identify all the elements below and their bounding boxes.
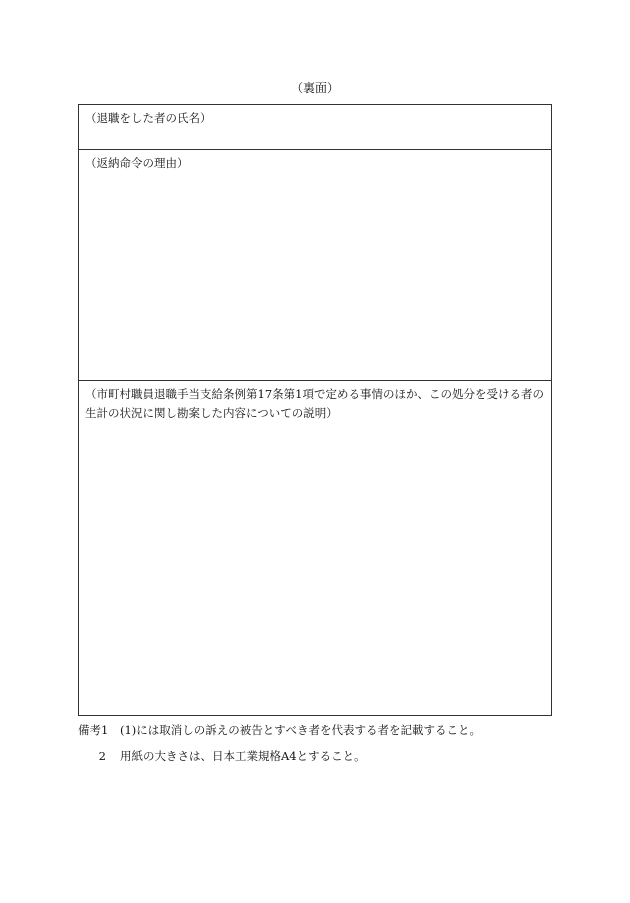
considerations-cell[interactable]	[79, 381, 551, 715]
form-table	[78, 104, 552, 716]
note-item	[78, 748, 558, 764]
retiree-name-label: （退職をした者の氏名）	[85, 111, 212, 125]
return-order-reason-cell[interactable]	[79, 150, 551, 381]
return-order-reason-label: （返納命令の理由）	[85, 156, 189, 170]
note-text: (1)には取消しの訴えの被告とすべき者を代表する者を記載すること。	[120, 723, 482, 737]
note-prefix: 備考1	[78, 723, 109, 737]
notes-section	[78, 722, 558, 774]
retiree-name-cell[interactable]	[79, 105, 551, 150]
note-prefix: 2	[98, 749, 106, 763]
considerations-label: （市町村職員退職手当支給条例第17条第1項で定める事情のほか、この処分を受ける者の生計の状況に関し勘案した内容についての説明）	[85, 387, 544, 420]
note-item	[78, 722, 558, 738]
page-heading: （裏面）	[290, 81, 339, 95]
note-text: 用紙の大きさは、日本工業規格A4とすること。	[120, 749, 366, 763]
